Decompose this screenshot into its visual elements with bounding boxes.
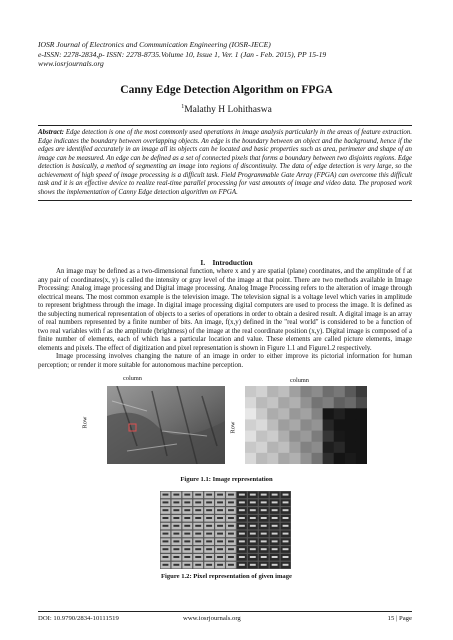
footer-page: 15 | Page [387,615,412,622]
paper-title: Canny Edge Detection Algorithm on FPGA [120,84,333,96]
grayscale-photo [107,386,225,464]
figure-right-row-label: Row [229,421,237,434]
abstract-label: Abstract: [38,129,65,136]
paragraph: An image may be defined as a two-dimensional function, where x and y are spatial (plane) coordinates, and the amplitude of f at any pair of coordinates(x, y) is called the intensity or gray level of the image at that point. There are two methods available in Image Processing: Analog image processing and Digital image processing. Analog Image Processing refers to the alteration of image through electrical means. The most common example is the television image. The television signal is a voltage level which varies in amplitude to represent brightness through the image. In digital image processing digital computers are used to process the image. It is defined as the subjecting numerical representation of objects to a series of operations in order to obtain a desired result. A digital image is an array of real numbers represented by a finite number of bits. An image, f(x,y) defined in the "real world" is considered to be a function of two real variables with f as the amplitude (brightness) of the image at the real coordinate position (x,y). Digital image is composed of a finite number of elements, each of which has a particular location and value. These elements are called picture elements, image elements and pixels. The effect of digitization and pixel representation is shown in Figure 1.1 and Figure1.2 respectively. [38,268,412,352]
author-affiliation-mark: 1 [181,104,185,110]
figure-left-row-label: Row [81,416,89,429]
section-heading [0,258,453,267]
figure-image-representation [81,374,385,469]
introduction-body [38,268,412,371]
abstract-text: Edge detection is one of the most commonly used operations in image analysis particularly in the areas of feature extraction. Edge indicates the boundary between overlapping objects. An edge is the boundary between an object and the background, hence if the edges are identified accurately in an image all its objects can be located and basic properties such as area, perimeter and shape of an image can be measured. An edge can be defined as a set of connected pixels that forms a boundary between two disjoints regions. Edge detection is basically, a method of segmenting an image into regions of discontinuity. The data of edge detection is very large, so the achievement of high speed of image processing is a difficult task. Field Programmable Gate Array (FPGA) can overcome this difficult task and it is an effective device to realize real-time parallel processing for vast amounts of image and video data. The proposed work shows the implementation of Canny Edge detection algorithm on FPGA. [38,129,412,196]
paragraph: Image processing involves changing the nature of an image in order to either improve its pictorial information for human perception; or render it more suitable for autonomous machine perception. [38,353,412,370]
page-footer [38,611,412,622]
pixel-value-grid [160,491,291,569]
journal-name: IOSR Journal of Electronics and Communication Engineering (IOSR-JECE) [38,40,271,49]
figure1-caption: Figure 1.1: Image representation [180,476,273,483]
journal-site: www.iosrjournals.org [38,59,104,69]
paper-author [0,104,453,115]
footer-site: www.iosrjournals.org [183,615,241,622]
author-name: Malathy H Lohithaswa [184,105,272,116]
figure-right-column-label: column [290,377,309,384]
pixelated-zoom [245,386,367,464]
section-number: I. [200,258,206,267]
figure2-caption: Figure 1.2: Pixel representation of given image [161,573,292,580]
footer-doi: DOI: 10.9790/2834-10111519 [38,615,119,622]
journal-header [38,40,418,69]
figure-left-column-label: column [123,375,142,382]
section-title: Introduction [212,258,253,267]
journal-issn: e-ISSN: 2278-2834,p- ISSN: 2278-8735.Volume 10, Issue 1, Ver. 1 (Jan - Feb. 2015), PP 15-19 [38,49,327,59]
abstract-block [38,125,412,201]
